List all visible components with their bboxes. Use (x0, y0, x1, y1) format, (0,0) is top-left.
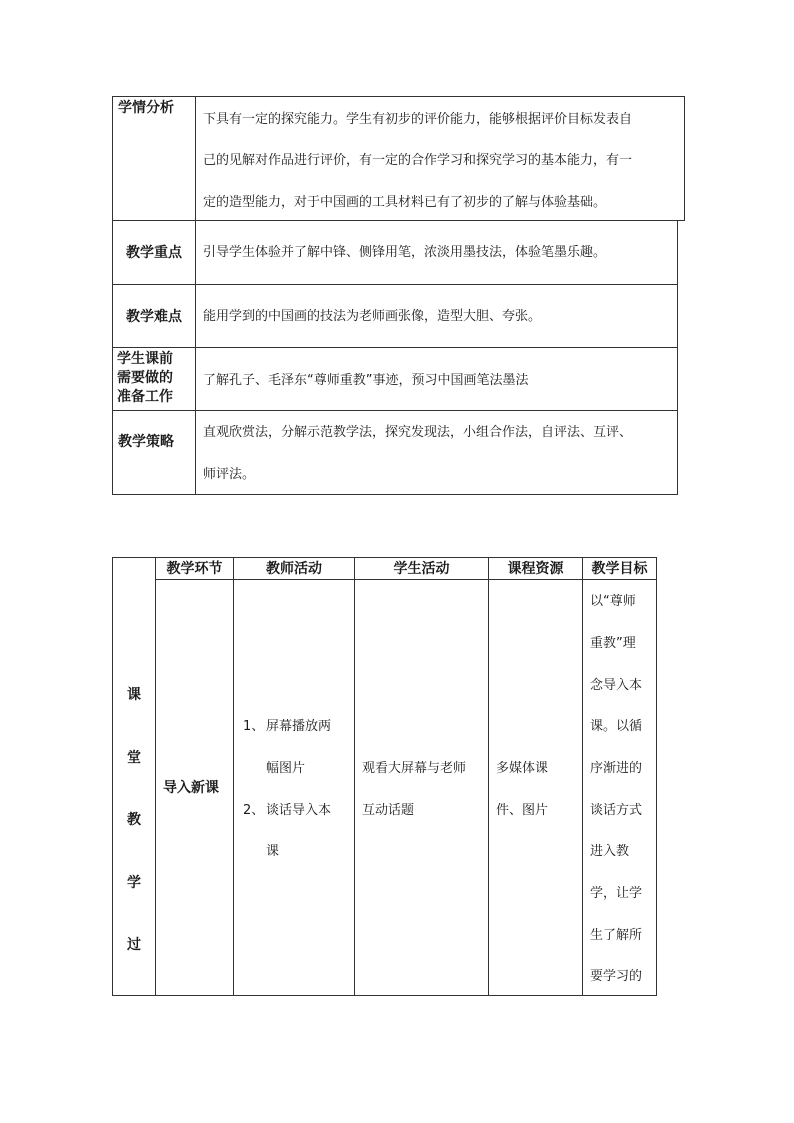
cell-text-line: 直观欣赏法，分解示范教学法，探究发现法，小组合作法，自评法、互评、 (203, 425, 633, 440)
stage-name: 导入新课 (163, 780, 219, 796)
t2-vline (155, 557, 156, 996)
side-label-char: 课 (127, 687, 141, 703)
header-teaching-stage: 教学环节 (166, 561, 223, 577)
t1-hline (112, 96, 685, 97)
teacher-item-line: 幅图片 (266, 761, 306, 776)
teacher-item-number: 1、 (243, 719, 265, 734)
cell-text-line: 下具有一定的探究能力。学生有初步的评价能力，能够根据评价目标发表自 (203, 112, 633, 127)
header-student-activity: 学生活动 (393, 561, 450, 577)
cell-text-line: 能用学到的中国画的技法为老师画张像，造型大胆、夸张。 (203, 309, 542, 324)
cell-text-line: 定的造型能力，对于中国画的工具材料已有了初步的了解与体验基础。 (203, 195, 607, 210)
goal-line: 以“尊师 (590, 594, 636, 609)
t2-vline (233, 557, 234, 996)
row-label-learning-analysis: 学情分析 (118, 100, 174, 116)
t2-vline (354, 557, 355, 996)
cell-text-line: 了解孔子、毛泽东“尊师重教”事迹，预习中国画笔法墨法 (203, 373, 529, 388)
t1-hline (112, 347, 678, 348)
goal-line: 进入教 (590, 844, 630, 859)
t2-vline (656, 557, 657, 996)
header-teacher-activity: 教师活动 (266, 561, 322, 577)
row-label-preparation: 准备工作 (117, 389, 173, 405)
goal-line: 课。以循 (590, 719, 643, 734)
cell-text-line: 己的见解对作品进行评价，有一定的合作学习和探究学习的基本能力，有一 (203, 153, 633, 168)
t1-vline (677, 220, 678, 495)
row-label-preparation: 需要做的 (117, 370, 173, 386)
cell-text-line: 师评法。 (203, 467, 256, 482)
t1-vline (195, 96, 196, 495)
side-label-char: 过 (127, 937, 141, 953)
teacher-item-line: 屏幕播放两 (266, 719, 332, 734)
t2-vline (488, 557, 489, 996)
side-label-char: 学 (127, 875, 141, 891)
t1-hline (112, 220, 685, 221)
goal-line: 生了解所 (590, 928, 643, 943)
t1-vline (684, 96, 685, 221)
goal-line: 重教”理 (590, 636, 636, 651)
goal-line: 念导入本 (590, 678, 643, 693)
goal-line: 谈话方式 (590, 803, 643, 818)
teacher-item-number: 2、 (243, 803, 265, 818)
resource-line: 多媒体课 (496, 761, 549, 776)
t1-hline (112, 494, 678, 495)
t2-hline (112, 557, 657, 558)
goal-line: 学，让学 (590, 886, 643, 901)
row-label-preparation: 学生课前 (117, 351, 173, 367)
row-label-strategy: 教学策略 (118, 434, 174, 450)
row-label-key-points: 教学重点 (126, 245, 182, 261)
teacher-item-line: 课 (266, 844, 280, 859)
t1-vline (112, 96, 113, 495)
header-teaching-goals: 教学目标 (591, 561, 648, 577)
teacher-item-line: 谈话导入本 (266, 803, 332, 818)
resource-line: 件、图片 (496, 803, 549, 818)
t2-vline (582, 557, 583, 996)
side-label-char: 教 (127, 812, 141, 828)
t2-vline (112, 557, 113, 996)
t1-hline (112, 410, 678, 411)
header-resources: 课程资源 (507, 561, 564, 577)
student-activity-line: 观看大屏幕与老师 (362, 761, 467, 776)
student-activity-line: 互动话题 (362, 803, 415, 818)
goal-line: 序渐进的 (590, 761, 643, 776)
t1-hline (112, 284, 678, 285)
goal-line: 要学习的 (590, 969, 643, 984)
cell-text-line: 引导学生体验并了解中锋、侧锋用笔，浓淡用墨技法，体验笔墨乐趣。 (203, 245, 607, 260)
row-label-difficulties: 教学难点 (126, 309, 182, 325)
t2-hline (112, 995, 657, 996)
side-label-char: 堂 (127, 750, 141, 766)
